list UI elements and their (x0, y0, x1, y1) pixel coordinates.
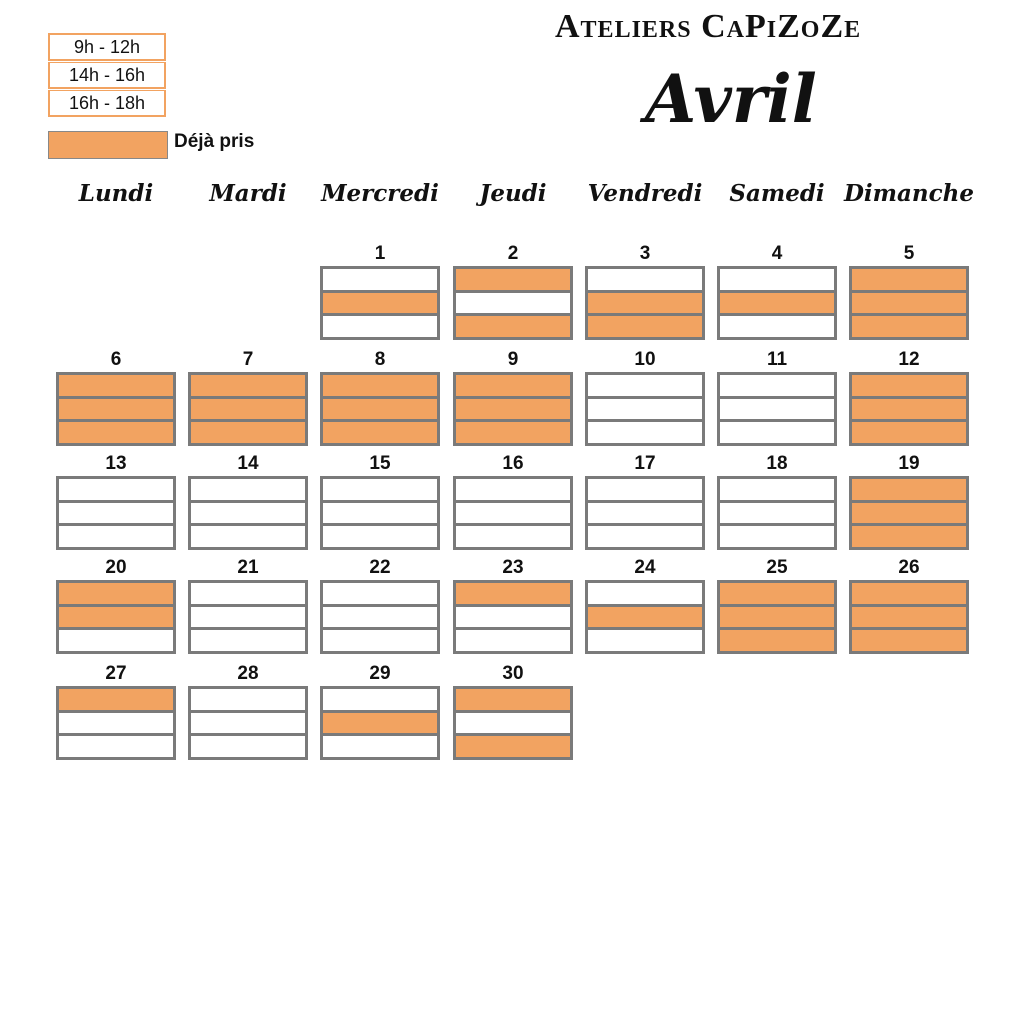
slot-early-afternoon-taken[interactable] (456, 399, 570, 420)
slot-late-afternoon-free[interactable] (720, 316, 834, 337)
calendar-day (849, 556, 969, 654)
legend-taken-label: Déjà pris (174, 131, 255, 152)
calendar-day (320, 452, 440, 550)
day-slots-box (56, 372, 176, 446)
calendar-day (453, 242, 573, 340)
weekday-dimanche: Dimanche (843, 180, 974, 207)
slot-late-afternoon-taken[interactable] (720, 630, 834, 651)
day-number: 18 (766, 453, 788, 474)
calendar-day (849, 452, 969, 550)
slot-morning-taken[interactable] (456, 583, 570, 604)
slot-early-afternoon-free[interactable] (588, 503, 702, 524)
calendar-day (453, 662, 573, 760)
slot-early-afternoon-free[interactable] (456, 293, 570, 314)
day-number: 29 (369, 663, 391, 684)
slot-late-afternoon-taken[interactable] (852, 422, 966, 443)
day-number: 9 (507, 349, 519, 370)
legend-slot-late-afternoon: 16h - 18h (48, 90, 166, 117)
calendar-day (717, 242, 837, 340)
day-slots-box (453, 372, 573, 446)
slot-early-afternoon-free[interactable] (456, 607, 570, 628)
weekday-mercredi: Mercredi (321, 180, 439, 207)
slot-morning-taken[interactable] (323, 375, 437, 396)
slot-late-afternoon-free[interactable] (456, 630, 570, 651)
day-number: 4 (771, 243, 783, 264)
day-number: 2 (507, 243, 519, 264)
day-number: 25 (766, 557, 788, 578)
slot-early-afternoon-free[interactable] (191, 503, 305, 524)
legend-slot-morning: 9h - 12h (48, 33, 166, 61)
legend-taken-swatch (48, 131, 168, 159)
slot-morning-free[interactable] (191, 689, 305, 710)
calendar-day (320, 242, 440, 340)
slot-early-afternoon-taken[interactable] (323, 293, 437, 314)
day-slots-box (717, 580, 837, 654)
weekday-mardi: Mardi (209, 180, 287, 207)
slot-late-afternoon-taken[interactable] (456, 422, 570, 443)
slot-morning-taken[interactable] (852, 479, 966, 500)
calendar-day (585, 242, 705, 340)
calendar-day (320, 662, 440, 760)
day-number: 16 (502, 453, 524, 474)
day-slots-box (320, 580, 440, 654)
slot-late-afternoon-free[interactable] (588, 422, 702, 443)
day-number: 8 (374, 349, 386, 370)
day-slots-box (320, 686, 440, 760)
calendar-day (188, 452, 308, 550)
slot-early-afternoon-taken[interactable] (59, 399, 173, 420)
calendar-day (717, 348, 837, 446)
day-slots-box (56, 686, 176, 760)
day-number: 15 (369, 453, 391, 474)
calendar-day (453, 348, 573, 446)
slot-late-afternoon-free[interactable] (323, 736, 437, 757)
day-slots-box (585, 476, 705, 550)
calendar-day (453, 556, 573, 654)
calendar-day (56, 662, 176, 760)
calendar-day (56, 348, 176, 446)
day-number: 28 (237, 663, 259, 684)
month-title: Avril (645, 60, 817, 138)
day-slots-box (56, 476, 176, 550)
calendar-day (585, 556, 705, 654)
day-number: 3 (639, 243, 651, 264)
day-number: 20 (105, 557, 127, 578)
slot-early-afternoon-taken[interactable] (191, 399, 305, 420)
day-number: 7 (242, 349, 254, 370)
weekday-lundi: Lundi (78, 180, 154, 207)
day-number: 11 (766, 349, 788, 370)
day-slots-box (56, 580, 176, 654)
day-slots-box (585, 266, 705, 340)
day-slots-box (453, 476, 573, 550)
slot-late-afternoon-free[interactable] (59, 630, 173, 651)
slot-late-afternoon-taken[interactable] (456, 736, 570, 757)
slot-morning-taken[interactable] (456, 689, 570, 710)
day-slots-box (188, 686, 308, 760)
slot-early-afternoon-free[interactable] (323, 503, 437, 524)
day-slots-box (717, 266, 837, 340)
day-slots-box (585, 580, 705, 654)
slot-morning-free[interactable] (323, 269, 437, 290)
slot-morning-free[interactable] (191, 479, 305, 500)
day-slots-box (320, 476, 440, 550)
slot-morning-free[interactable] (720, 479, 834, 500)
slot-late-afternoon-free[interactable] (191, 630, 305, 651)
slot-morning-taken[interactable] (456, 269, 570, 290)
slot-morning-free[interactable] (588, 479, 702, 500)
day-number: 17 (634, 453, 656, 474)
day-slots-box (453, 266, 573, 340)
calendar-day (717, 452, 837, 550)
day-number: 24 (634, 557, 656, 578)
slot-morning-free[interactable] (59, 479, 173, 500)
slot-late-afternoon-free[interactable] (59, 526, 173, 547)
slot-early-afternoon-taken[interactable] (852, 293, 966, 314)
day-number: 1 (374, 243, 386, 264)
day-slots-box (188, 476, 308, 550)
calendar-day (453, 452, 573, 550)
slot-late-afternoon-free[interactable] (588, 526, 702, 547)
calendar-day (320, 556, 440, 654)
slot-morning-free[interactable] (588, 583, 702, 604)
slot-late-afternoon-free[interactable] (323, 316, 437, 337)
slot-early-afternoon-free[interactable] (59, 503, 173, 524)
slot-early-afternoon-taken[interactable] (852, 503, 966, 524)
calendar-day (56, 556, 176, 654)
slot-morning-taken[interactable] (852, 269, 966, 290)
slot-morning-taken[interactable] (59, 689, 173, 710)
slot-morning-free[interactable] (588, 269, 702, 290)
slot-morning-taken[interactable] (456, 375, 570, 396)
weekday-jeudi: Jeudi (479, 180, 547, 207)
day-slots-box (320, 266, 440, 340)
day-slots-box (717, 476, 837, 550)
slot-late-afternoon-taken[interactable] (59, 422, 173, 443)
slot-early-afternoon-taken[interactable] (720, 607, 834, 628)
day-number: 27 (105, 663, 127, 684)
calendar-day (56, 452, 176, 550)
legend-slots (48, 33, 166, 117)
slot-early-afternoon-free[interactable] (191, 607, 305, 628)
slot-early-afternoon-taken[interactable] (59, 607, 173, 628)
calendar-day (849, 348, 969, 446)
legend-slot-early-afternoon: 14h - 16h (48, 62, 166, 89)
slot-late-afternoon-taken[interactable] (588, 316, 702, 337)
slot-morning-taken[interactable] (59, 583, 173, 604)
slot-late-afternoon-free[interactable] (191, 526, 305, 547)
day-slots-box (320, 372, 440, 446)
day-slots-box (849, 266, 969, 340)
calendar-day (188, 662, 308, 760)
calendar-day (188, 348, 308, 446)
slot-early-afternoon-free[interactable] (456, 713, 570, 734)
day-slots-box (585, 372, 705, 446)
slot-morning-free[interactable] (323, 583, 437, 604)
slot-early-afternoon-taken[interactable] (588, 293, 702, 314)
calendar-day (585, 348, 705, 446)
slot-late-afternoon-taken[interactable] (852, 630, 966, 651)
slot-morning-free[interactable] (456, 479, 570, 500)
slot-late-afternoon-taken[interactable] (852, 526, 966, 547)
day-slots-box (453, 686, 573, 760)
slot-late-afternoon-taken[interactable] (852, 316, 966, 337)
weekday-vendredi: Vendredi (587, 180, 703, 207)
slot-morning-free[interactable] (588, 375, 702, 396)
slot-morning-taken[interactable] (852, 583, 966, 604)
day-number: 10 (634, 349, 656, 370)
slot-late-afternoon-free[interactable] (323, 526, 437, 547)
day-number: 14 (237, 453, 259, 474)
slot-late-afternoon-taken[interactable] (323, 422, 437, 443)
day-number: 26 (898, 557, 920, 578)
slot-morning-free[interactable] (323, 689, 437, 710)
slot-early-afternoon-taken[interactable] (323, 713, 437, 734)
day-number: 30 (502, 663, 524, 684)
day-slots-box (453, 580, 573, 654)
day-slots-box (188, 372, 308, 446)
slot-early-afternoon-free[interactable] (323, 607, 437, 628)
day-number: 5 (903, 243, 915, 264)
slot-late-afternoon-free[interactable] (720, 526, 834, 547)
slot-late-afternoon-free[interactable] (191, 736, 305, 757)
day-slots-box (849, 580, 969, 654)
slot-morning-free[interactable] (720, 269, 834, 290)
slot-late-afternoon-free[interactable] (588, 630, 702, 651)
slot-early-afternoon-free[interactable] (720, 399, 834, 420)
slot-late-afternoon-taken[interactable] (191, 422, 305, 443)
slot-early-afternoon-free[interactable] (588, 399, 702, 420)
slot-early-afternoon-free[interactable] (191, 713, 305, 734)
slot-morning-taken[interactable] (720, 583, 834, 604)
slot-early-afternoon-taken[interactable] (588, 607, 702, 628)
slot-early-afternoon-free[interactable] (59, 713, 173, 734)
slot-morning-free[interactable] (323, 479, 437, 500)
day-slots-box (188, 580, 308, 654)
slot-late-afternoon-free[interactable] (456, 526, 570, 547)
day-number: 12 (898, 349, 920, 370)
slot-late-afternoon-free[interactable] (59, 736, 173, 757)
slot-early-afternoon-free[interactable] (720, 503, 834, 524)
day-number: 6 (110, 349, 122, 370)
day-number: 19 (898, 453, 920, 474)
slot-early-afternoon-taken[interactable] (323, 399, 437, 420)
slot-early-afternoon-taken[interactable] (720, 293, 834, 314)
slot-morning-taken[interactable] (59, 375, 173, 396)
calendar-day (585, 452, 705, 550)
slot-late-afternoon-taken[interactable] (456, 316, 570, 337)
calendar-day (849, 242, 969, 340)
day-number: 13 (105, 453, 127, 474)
day-slots-box (849, 372, 969, 446)
day-number: 22 (369, 557, 391, 578)
calendar-day (320, 348, 440, 446)
slot-late-afternoon-free[interactable] (720, 422, 834, 443)
brand-title: Ateliers CaPiZoZe (555, 8, 862, 45)
day-number: 23 (502, 557, 524, 578)
day-slots-box (849, 476, 969, 550)
weekday-samedi: Samedi (729, 180, 825, 207)
slot-early-afternoon-taken[interactable] (852, 399, 966, 420)
slot-morning-free[interactable] (191, 583, 305, 604)
slot-early-afternoon-taken[interactable] (852, 607, 966, 628)
day-number: 21 (237, 557, 259, 578)
slot-late-afternoon-free[interactable] (323, 630, 437, 651)
slot-morning-taken[interactable] (191, 375, 305, 396)
calendar-day (188, 556, 308, 654)
day-slots-box (717, 372, 837, 446)
slot-morning-free[interactable] (720, 375, 834, 396)
calendar-day (717, 556, 837, 654)
slot-morning-taken[interactable] (852, 375, 966, 396)
slot-early-afternoon-free[interactable] (456, 503, 570, 524)
